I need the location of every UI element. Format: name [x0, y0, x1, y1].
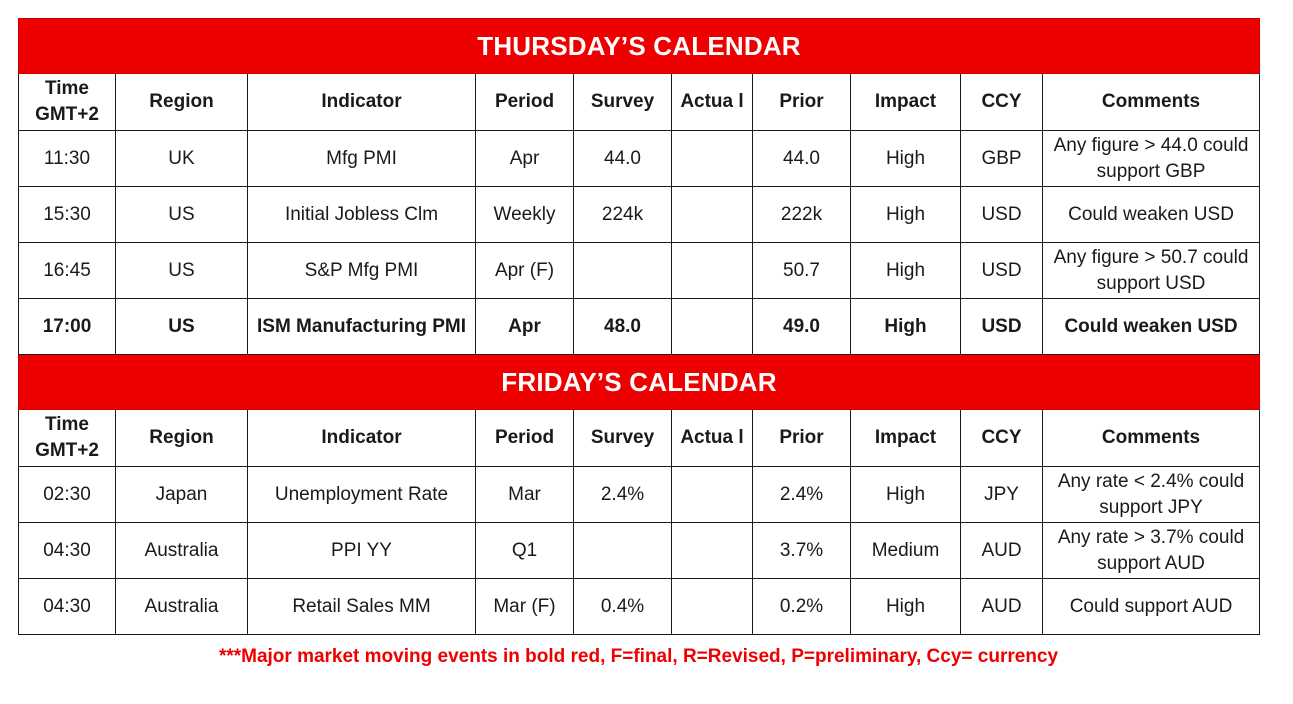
cell-prior — [753, 243, 851, 299]
cell-indicator — [248, 131, 476, 187]
cell-region — [116, 243, 248, 299]
cell-region — [116, 299, 248, 355]
time-value: 04:30 — [43, 539, 91, 561]
table-row — [19, 243, 1260, 299]
survey-value: 0.4% — [600, 595, 645, 617]
cell-region — [116, 579, 248, 635]
cell-indicator — [248, 187, 476, 243]
indicator-value: PPI YY — [331, 539, 392, 561]
cell-ccy — [961, 523, 1043, 579]
region-value: Australia — [144, 539, 219, 561]
cell-time — [19, 299, 116, 355]
indicator-value: Mfg PMI — [326, 147, 397, 169]
period-value: Mar (F) — [493, 595, 556, 617]
cell-impact — [851, 243, 961, 299]
time-value: 16:45 — [43, 259, 91, 281]
cell-comments — [1043, 243, 1260, 299]
column-header-period: Period — [476, 74, 574, 131]
cell-impact — [851, 467, 961, 523]
column-header-impact: Impact — [851, 74, 961, 131]
indicator-value: ISM Manufacturing PMI — [257, 315, 466, 337]
impact-value: High — [885, 483, 926, 505]
cell-indicator — [248, 299, 476, 355]
cell-indicator — [248, 467, 476, 523]
thursday-header-row — [19, 74, 1260, 131]
prior-value: 50.7 — [783, 259, 820, 281]
cell-indicator — [248, 523, 476, 579]
region-value: US — [168, 315, 195, 337]
cell-period — [476, 187, 574, 243]
column-header-ccy: CCY — [961, 410, 1043, 467]
column-header-prior: Prior — [753, 74, 851, 131]
cell-impact — [851, 187, 961, 243]
friday-header-row — [19, 410, 1260, 467]
region-value: Australia — [144, 595, 219, 617]
cell-prior — [753, 187, 851, 243]
column-header-time: Time GMT+2 — [19, 410, 116, 467]
survey-value: 44.0 — [604, 147, 641, 169]
comments-value: Any rate < 2.4% could support JPY — [1057, 470, 1245, 518]
cell-survey — [574, 467, 672, 523]
ccy-value: USD — [981, 259, 1022, 281]
cell-actual — [672, 131, 753, 187]
cell-period — [476, 131, 574, 187]
table-row — [19, 187, 1260, 243]
cell-survey — [574, 523, 672, 579]
survey-value: 224k — [601, 203, 644, 225]
indicator-value: Initial Jobless Clm — [284, 203, 439, 225]
cell-survey — [574, 187, 672, 243]
cell-impact — [851, 131, 961, 187]
cell-actual — [672, 299, 753, 355]
cell-actual — [672, 467, 753, 523]
prior-value: 49.0 — [783, 315, 820, 337]
comments-value: Could weaken USD — [1064, 315, 1238, 337]
cell-survey — [574, 579, 672, 635]
column-header-comments: Comments — [1043, 74, 1260, 131]
time-value: 15:30 — [43, 203, 91, 225]
cell-indicator — [248, 243, 476, 299]
cell-prior — [753, 579, 851, 635]
cell-impact — [851, 299, 961, 355]
cell-comments — [1043, 579, 1260, 635]
column-header-impact: Impact — [851, 410, 961, 467]
thursday-banner — [19, 19, 1260, 74]
cell-ccy — [961, 243, 1043, 299]
cell-time — [19, 243, 116, 299]
cell-region — [116, 523, 248, 579]
calendar-table — [18, 18, 1260, 635]
region-value: UK — [168, 147, 195, 169]
impact-value: High — [885, 147, 926, 169]
cell-prior — [753, 131, 851, 187]
comments-value: Any figure > 50.7 could support USD — [1053, 246, 1249, 294]
comments-value: Any rate > 3.7% could support AUD — [1057, 526, 1245, 574]
cell-time — [19, 579, 116, 635]
period-value: Mar — [508, 483, 541, 505]
impact-value: High — [885, 203, 926, 225]
indicator-value: Retail Sales MM — [292, 595, 431, 617]
period-value: Weekly — [493, 203, 556, 225]
cell-comments — [1043, 299, 1260, 355]
column-header-ccy: CCY — [961, 74, 1043, 131]
cell-indicator — [248, 579, 476, 635]
table-row — [19, 467, 1260, 523]
column-header-period: Period — [476, 410, 574, 467]
column-header-indicator: Indicator — [248, 410, 476, 467]
friday-calendar-title: FRIDAY’S CALENDAR — [19, 355, 1260, 410]
column-header-time: Time GMT+2 — [19, 74, 116, 131]
cell-actual — [672, 523, 753, 579]
prior-value: 3.7% — [779, 539, 824, 561]
indicator-value: S&P Mfg PMI — [304, 259, 419, 281]
prior-value: 44.0 — [783, 147, 820, 169]
cell-survey — [574, 243, 672, 299]
region-value: Japan — [155, 483, 208, 505]
friday-banner — [19, 355, 1260, 410]
cell-prior — [753, 467, 851, 523]
impact-value: High — [885, 595, 926, 617]
cell-actual — [672, 579, 753, 635]
period-value: Apr — [509, 147, 540, 169]
prior-value: 222k — [780, 203, 823, 225]
cell-comments — [1043, 187, 1260, 243]
time-value: 17:00 — [42, 315, 92, 337]
cell-ccy — [961, 187, 1043, 243]
prior-value: 2.4% — [779, 483, 824, 505]
cell-time — [19, 131, 116, 187]
column-header-survey: Survey — [574, 74, 672, 131]
cell-comments — [1043, 131, 1260, 187]
period-value: Apr (F) — [494, 259, 555, 281]
prior-value: 0.2% — [779, 595, 824, 617]
economic-calendar — [18, 18, 1259, 667]
column-header-actual: Actua l — [672, 410, 753, 467]
period-value: Q1 — [511, 539, 538, 561]
cell-ccy — [961, 131, 1043, 187]
indicator-value: Unemployment Rate — [274, 483, 449, 505]
cell-survey — [574, 131, 672, 187]
cell-prior — [753, 299, 851, 355]
impact-value: High — [885, 259, 926, 281]
column-header-indicator: Indicator — [248, 74, 476, 131]
column-header-region: Region — [116, 74, 248, 131]
region-value: US — [168, 203, 195, 225]
cell-prior — [753, 523, 851, 579]
cell-period — [476, 523, 574, 579]
time-value: 11:30 — [43, 147, 91, 169]
column-header-region: Region — [116, 410, 248, 467]
region-value: US — [168, 259, 195, 281]
ccy-value: JPY — [984, 483, 1019, 505]
cell-ccy — [961, 467, 1043, 523]
column-header-actual: Actua l — [672, 74, 753, 131]
cell-comments — [1043, 467, 1260, 523]
footnote: ***Major market moving events in bold red, F=final, R=Revised, P=preliminary, Ccy= currency — [218, 646, 1059, 667]
cell-period — [476, 299, 574, 355]
ccy-value: USD — [981, 315, 1022, 337]
ccy-value: AUD — [981, 539, 1022, 561]
survey-value: 48.0 — [604, 315, 641, 337]
cell-period — [476, 467, 574, 523]
ccy-value: AUD — [981, 595, 1022, 617]
comments-value: Could support AUD — [1069, 595, 1233, 617]
cell-time — [19, 467, 116, 523]
comments-value: Any figure > 44.0 could support GBP — [1053, 134, 1249, 182]
cell-comments — [1043, 523, 1260, 579]
cell-survey — [574, 299, 672, 355]
table-row — [19, 131, 1260, 187]
ccy-value: GBP — [981, 147, 1022, 169]
survey-value: 2.4% — [600, 483, 645, 505]
ccy-value: USD — [981, 203, 1022, 225]
impact-value: High — [884, 315, 927, 337]
cell-impact — [851, 579, 961, 635]
column-header-survey: Survey — [574, 410, 672, 467]
cell-region — [116, 131, 248, 187]
period-value: Apr — [508, 315, 541, 337]
cell-ccy — [961, 299, 1043, 355]
time-value: 04:30 — [43, 595, 91, 617]
table-row — [19, 579, 1260, 635]
cell-actual — [672, 243, 753, 299]
column-header-comments: Comments — [1043, 410, 1260, 467]
cell-region — [116, 187, 248, 243]
cell-region — [116, 467, 248, 523]
comments-value: Could weaken USD — [1068, 203, 1234, 225]
impact-value: Medium — [871, 539, 940, 561]
table-row — [19, 523, 1260, 579]
cell-period — [476, 243, 574, 299]
table-row — [19, 299, 1260, 355]
time-value: 02:30 — [43, 483, 91, 505]
cell-time — [19, 523, 116, 579]
cell-time — [19, 187, 116, 243]
thursday-calendar-title: THURSDAY’S CALENDAR — [19, 19, 1260, 74]
cell-impact — [851, 523, 961, 579]
cell-ccy — [961, 579, 1043, 635]
cell-period — [476, 579, 574, 635]
cell-actual — [672, 187, 753, 243]
column-header-prior: Prior — [753, 410, 851, 467]
